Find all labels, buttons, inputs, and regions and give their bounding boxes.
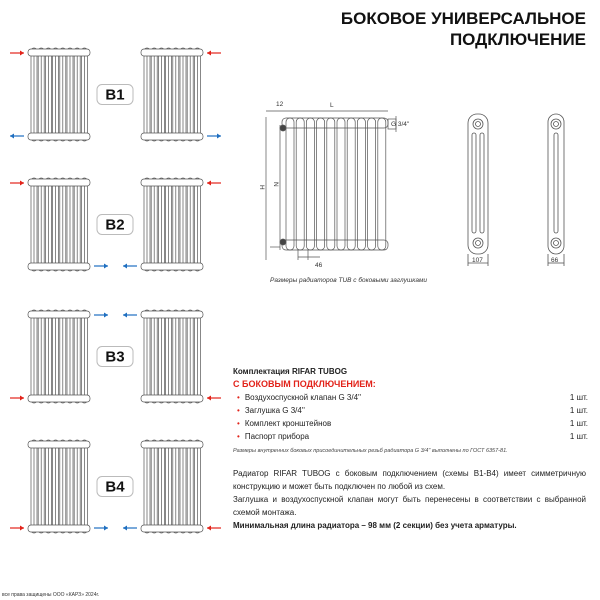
kit-item-qty: 1 шт. — [569, 406, 588, 415]
radiator-bottom-collector — [141, 395, 203, 402]
side-view-2-tube — [548, 114, 564, 266]
arrow-head — [207, 526, 211, 531]
supply-arrow-icon — [207, 526, 221, 531]
arrow-head — [10, 134, 14, 139]
kit-item — [233, 432, 588, 441]
description-p3: Минимальная длина радиатора – 98 мм (2 секции) без учета арматуры. — [233, 521, 517, 530]
radiator-bottom-collector — [28, 133, 90, 140]
radiator-bottom-collector — [141, 133, 203, 140]
drawing-caption: Размеры радиаторов TUB с боковыми заглушками — [270, 277, 428, 284]
supply-arrow-icon — [10, 396, 24, 401]
return-arrow-icon — [94, 526, 108, 531]
radiator-top-collector — [141, 311, 203, 318]
kit-item-name — [237, 393, 361, 402]
radiator-bottom-collector — [28, 395, 90, 402]
kit-subtitle: С БОКОВЫМ ПОДКЛЮЧЕНИЕМ: — [233, 379, 376, 389]
kit-item — [233, 406, 588, 415]
description — [233, 467, 586, 532]
kit-item-label: Заглушка G 3/4'' — [244, 406, 305, 415]
dim-12: 12 — [276, 101, 284, 108]
kit-item-label: Воздухоспускной клапан G 3/4'' — [244, 393, 362, 402]
dimension-drawing — [240, 90, 600, 275]
radiator-icon — [28, 440, 90, 533]
radiator-icon — [28, 178, 90, 271]
arrow-head — [217, 134, 221, 139]
supply-arrow-icon — [207, 181, 221, 186]
radiator-bottom-collector — [28, 263, 90, 270]
dim-107: 107 — [472, 257, 483, 264]
radiator-icon — [141, 178, 203, 271]
supply-arrow-icon — [207, 396, 221, 401]
kit-item — [233, 393, 588, 402]
description-p1: Радиатор RIFAR TUBOG с боковым подключением (схемы B1-B4) имеет симметричную конструкцию и может быть подключен по любой из схем. — [233, 469, 586, 491]
dim-l: L — [330, 102, 334, 109]
radiator-icon — [28, 48, 90, 141]
arrow-head — [207, 51, 211, 56]
radiator-top-collector — [28, 179, 90, 186]
radiator-bottom-collector — [141, 263, 203, 270]
bullet-icon: • — [237, 393, 240, 402]
arrow-head — [123, 526, 127, 531]
arrow-head — [20, 526, 24, 531]
kit-item — [233, 419, 588, 428]
scheme-label: B2 — [105, 216, 125, 234]
kit-item-name — [237, 432, 309, 441]
arrow-head — [20, 396, 24, 401]
scheme-b3 — [10, 310, 221, 403]
arrow-head — [207, 181, 211, 186]
dim-n: N — [272, 182, 279, 187]
supply-arrow-icon — [10, 181, 24, 186]
title-line-1: БОКОВОЕ УНИВЕРСАЛЬНОЕ — [340, 9, 586, 28]
kit-note: Размеры внутренних боковых присоединительных резьб радиатора G 3/4'' выполнены по ГОСТ 6357-81. — [233, 448, 508, 454]
radiator-icon — [141, 48, 203, 141]
bullet-icon: • — [237, 419, 240, 428]
supply-arrow-icon — [207, 51, 221, 56]
thread-size: G 3/4'' — [391, 121, 410, 128]
kit-item-qty: 1 шт. — [569, 393, 588, 402]
dim-66: 66 — [551, 257, 559, 264]
radiator-top-collector — [28, 441, 90, 448]
page-title — [341, 8, 586, 50]
return-arrow-icon — [123, 313, 137, 318]
return-arrow-icon — [94, 264, 108, 269]
radiator-bottom-collector — [28, 525, 90, 532]
arrow-head — [123, 264, 127, 269]
scheme-b4 — [10, 440, 221, 533]
radiator-top-collector — [28, 49, 90, 56]
arrow-head — [123, 313, 127, 318]
kit-item-label: Комплект кронштейнов — [244, 419, 332, 428]
scheme-label: B4 — [105, 478, 125, 496]
return-arrow-icon — [10, 134, 24, 139]
connection-schemes — [0, 0, 232, 560]
arrow-head — [104, 264, 108, 269]
title-line-2: ПОДКЛЮЧЕНИЕ — [449, 30, 586, 49]
radiator-top-collector — [141, 441, 203, 448]
arrow-head — [207, 396, 211, 401]
return-arrow-icon — [94, 313, 108, 318]
kit-section — [233, 367, 588, 454]
bullet-icon: • — [237, 432, 240, 441]
dim-h: H — [258, 185, 265, 190]
side-view-3-tube — [468, 114, 488, 266]
scheme-label: B3 — [105, 348, 125, 366]
front-view — [266, 111, 396, 260]
dim-46: 46 — [315, 262, 323, 269]
description-p2: Заглушка и воздухоспускной клапан могут быть перенесены в соответствии с выбранной схемой монтажа. — [233, 495, 586, 517]
return-arrow-icon — [207, 134, 221, 139]
arrow-head — [104, 313, 108, 318]
radiator-icon — [28, 310, 90, 403]
radiator-top-collector — [141, 179, 203, 186]
copyright: все права защищены ООО «КАРЗ» 2024г. — [2, 592, 100, 598]
kit-item-qty: 1 шт. — [569, 419, 588, 428]
radiator-bottom-collector — [141, 525, 203, 532]
kit-item-qty: 1 шт. — [569, 432, 588, 441]
scheme-b1 — [10, 48, 221, 141]
radiator-top-collector — [28, 311, 90, 318]
arrow-head — [20, 181, 24, 186]
kit-item-name — [237, 406, 305, 415]
supply-arrow-icon — [10, 51, 24, 56]
radiator-icon — [141, 440, 203, 533]
return-arrow-icon — [123, 526, 137, 531]
scheme-b2 — [10, 178, 221, 271]
bullet-icon: • — [237, 406, 240, 415]
kit-item-name — [237, 419, 331, 428]
arrow-head — [20, 51, 24, 56]
arrow-head — [104, 526, 108, 531]
kit-item-label: Паспорт прибора — [244, 432, 310, 441]
radiator-icon — [141, 310, 203, 403]
scheme-label: B1 — [105, 86, 125, 104]
supply-arrow-icon — [10, 526, 24, 531]
radiator-top-collector — [141, 49, 203, 56]
kit-title: Комплектация RIFAR TUBOG — [233, 367, 348, 376]
return-arrow-icon — [123, 264, 137, 269]
